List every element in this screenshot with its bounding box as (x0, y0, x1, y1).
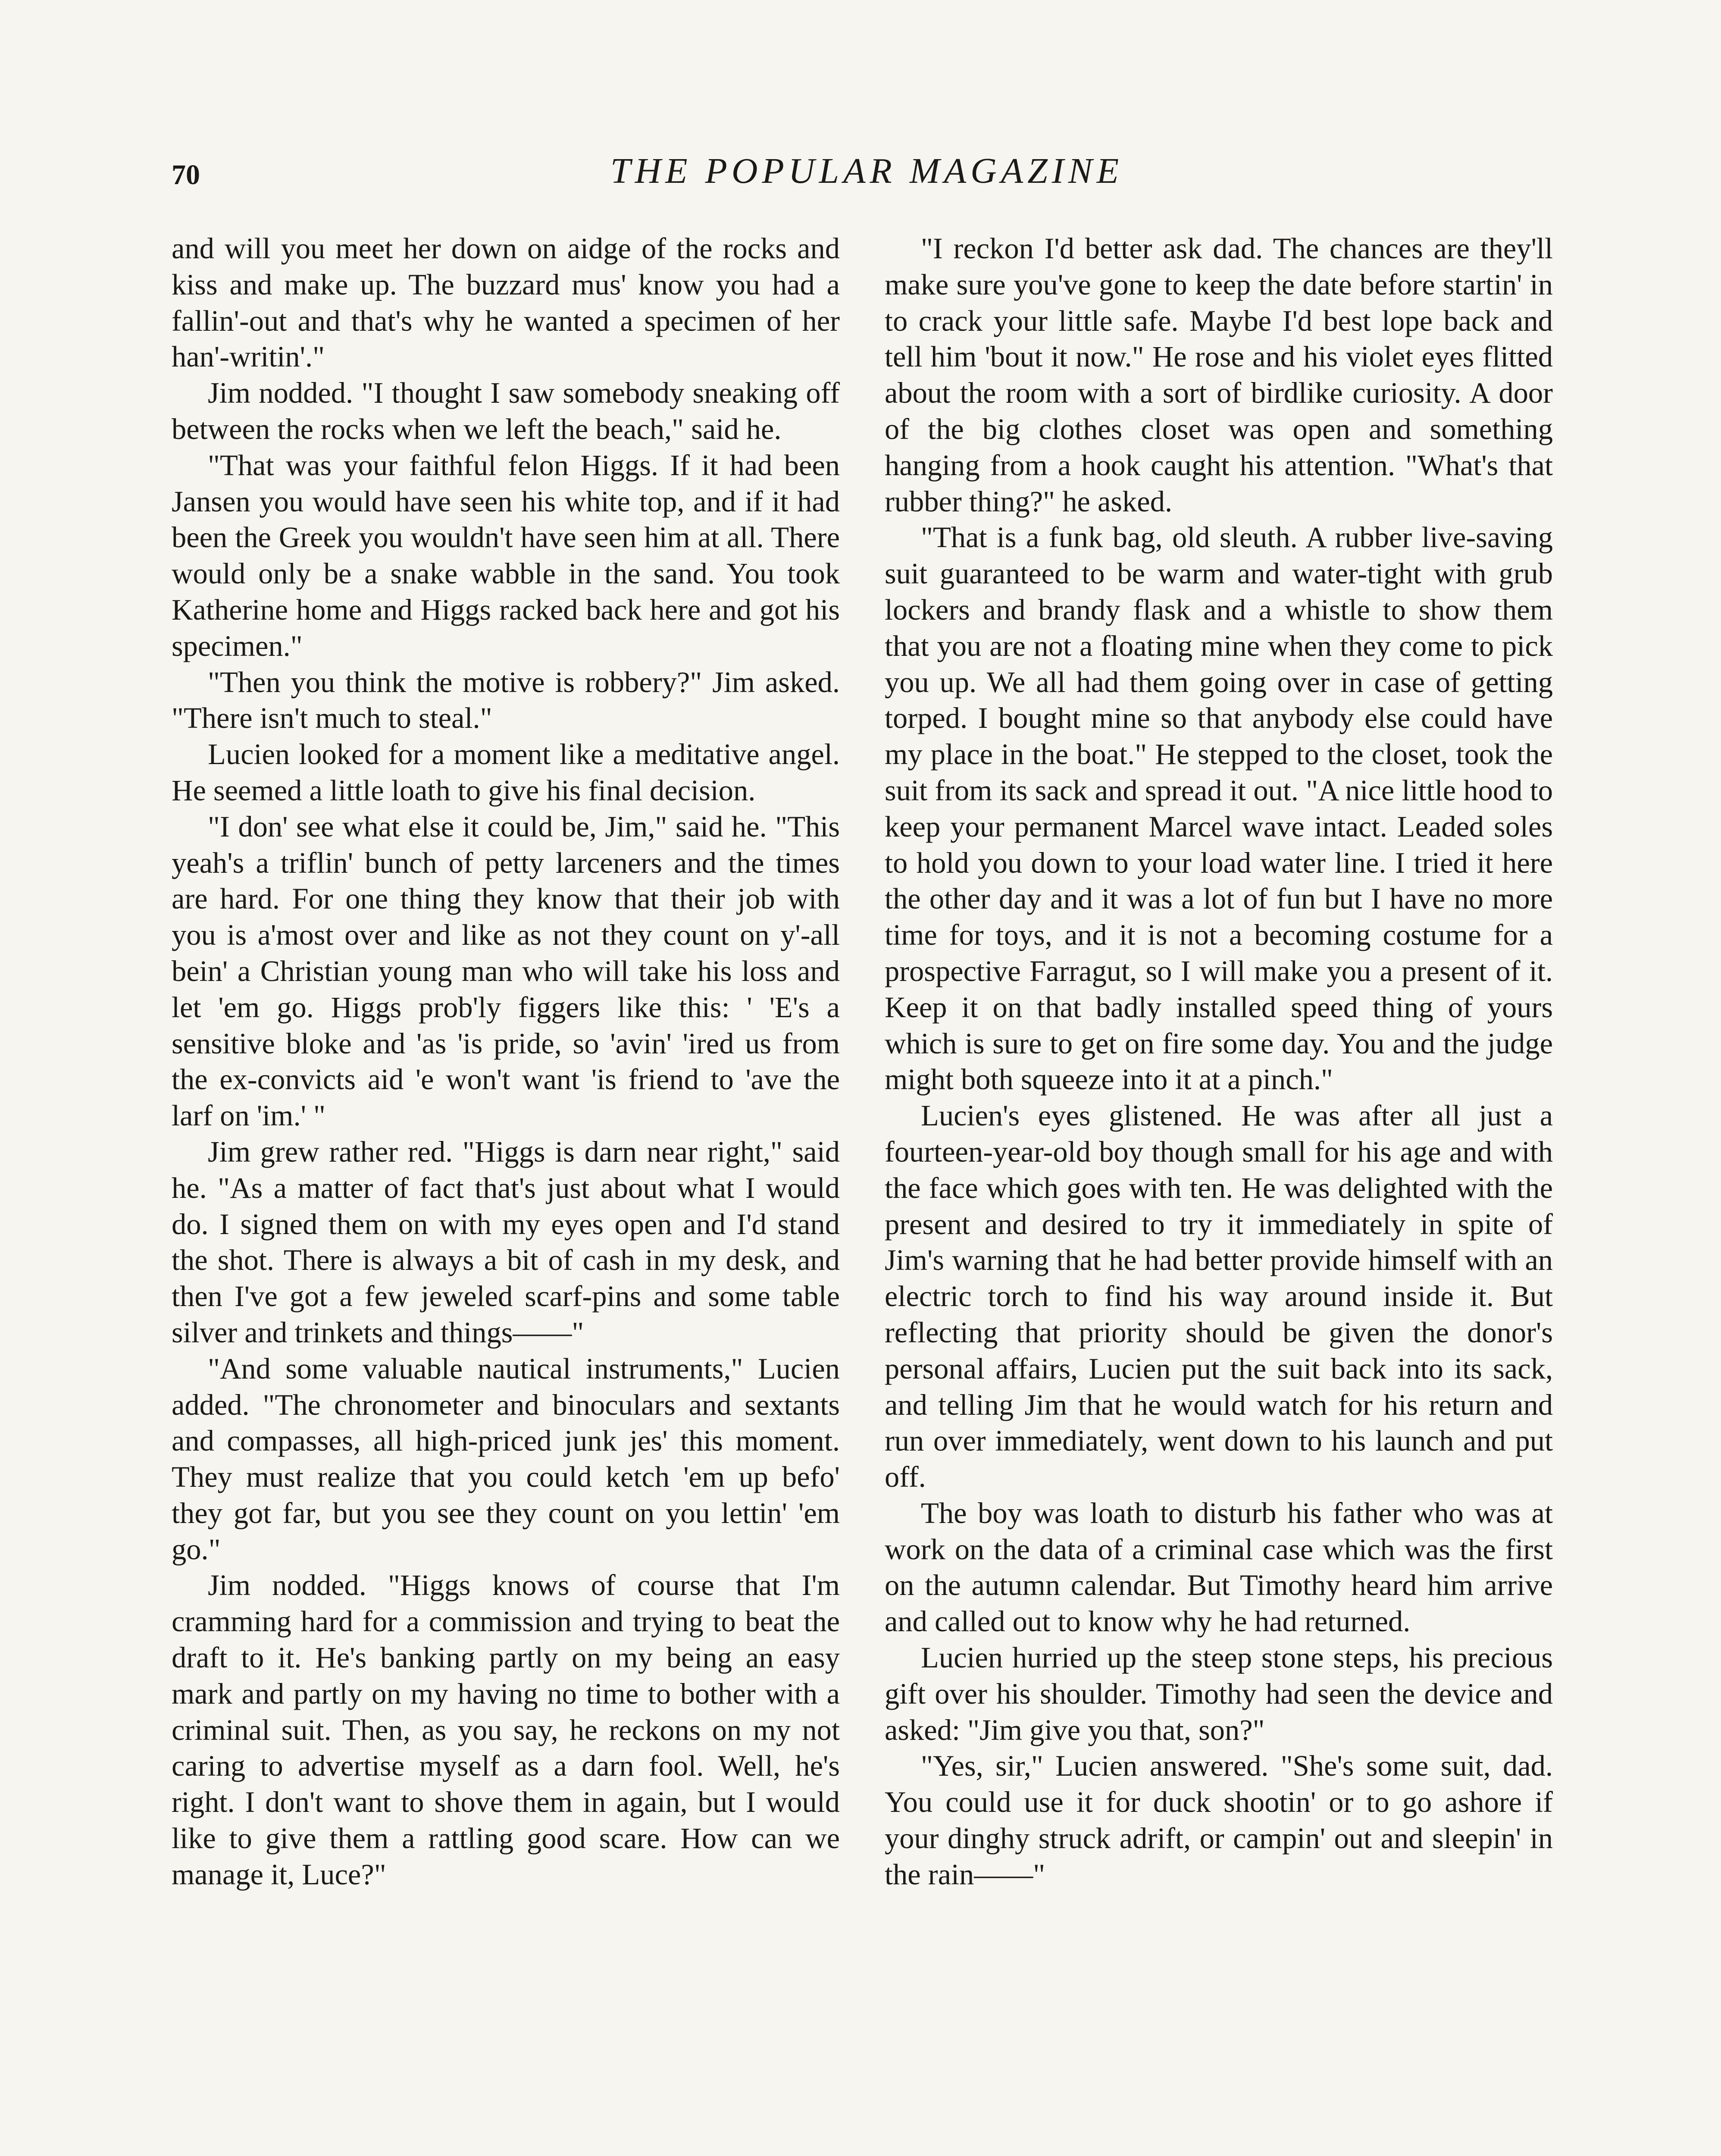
paragraph: The boy was loath to disturb his father who was at work on the data of a criminal case which was the first on the autumn calendar. But Timothy heard him arrive and called out to know why he had returned. (885, 1496, 1553, 1638)
paragraph: "And some valuable nautical instruments," Lucien added. "The chronometer and binoculars and sextants and compasses, all high-priced junk jes' this moment. They must realize that you could ketch 'em up befo' they got far, but you see they count on you lettin' 'em go." (172, 1352, 840, 1566)
paragraph: "That is a funk bag, old sleuth. A rubber live-saving suit guaranteed to be warm and water-tight with grub lockers and brandy flask and a whistle to show them that you are not a floating mine when they come to pick you up. We all had them going over in case of getting torped. I bought mine so that anybody else could have my place in the boat." He stepped to the closet, took the suit from its sack and spread it out. "A nice little hood to keep your permanent Marcel wave intact. Leaded soles to hold you down to your load water line. I tried it here the other day and it was a lot of fun but I have no more time for toys, and it is not a becoming costume for a prospective Farragut, so I will make you a present of it. Keep it on that badly installed speed thing of yours which is sure to get on fire some day. You and the judge might both squeeze into it at a pinch." (885, 521, 1553, 1096)
right-column (885, 231, 1553, 1893)
paragraph: "That was your faithful felon Higgs. If it had been Jansen you would have seen his white top, and if it had been the Greek you wouldn't have seen him at all. There would only be a snake wabble in the sand. You took Katherine home and Higgs racked back here and got his specimen." (172, 448, 840, 662)
paragraph: "Then you think the motive is robbery?" Jim asked. "There isn't much to steal." (172, 665, 840, 735)
page-number: 70 (172, 159, 200, 191)
paragraph: "Yes, sir," Lucien answered. "She's some suit, dad. You could use it for duck shootin' or to go ashore if your dinghy struck adrift, or campin' out and sleepin' in the rain——" (885, 1749, 1553, 1891)
paragraph: Jim nodded. "Higgs knows of course that I'm cramming hard for a commission and trying to beat the draft to it. He's banking partly on my being an easy mark and partly on my having no time to bother with a criminal suit. Then, as you say, he reckons on my not caring to advertise myself as a darn fool. Well, he's right. I don't want to shove them in again, but I would like to give them a rattling good scare. How can we manage it, Luce?" (172, 1569, 840, 1891)
paragraph: "I reckon I'd better ask dad. The chances are they'll make sure you've gone to keep the date before startin' in to crack your little safe. Maybe I'd best lope back and tell him 'bout it now." He rose and his violet eyes flitted about the room with a sort of birdlike curiosity. A door of the big clothes closet was open and something hanging from a hook caught his attention. "What's that rubber thing?" he asked. (885, 232, 1553, 518)
page-header (172, 150, 1562, 202)
paragraph: Jim nodded. "I thought I saw somebody sneaking off between the rocks when we left the beach," said he. (172, 376, 840, 445)
paragraph: Lucien's eyes glistened. He was after all just a fourteen-year-old boy though small for his age and with the face which goes with ten. He was delighted with the present and desired to try it immediately in spite of Jim's warning that he had better provide himself with an electric torch to find his way around inside it. But reflecting that priority should be given the donor's personal affairs, Lucien put the suit back into its sack, and telling Jim that he would watch for his return and run over immediately, went down to his launch and put off. (885, 1099, 1553, 1494)
left-column (172, 231, 840, 1893)
paragraph: "I don' see what else it could be, Jim," said he. "This yeah's a triflin' bunch of petty larceners and the times are hard. For one thing they know that their job with you is a'most over and like as not they count on y'-all bein' a Christian young man who will take his loss and let 'em go. Higgs prob'ly figgers like this: ' 'E's a sensitive bloke and 'as 'is pride, so 'avin' 'ired us from the ex-convicts aid 'e won't want 'is friend to 'ave the larf on 'im.' " (172, 810, 840, 1132)
paragraph: Lucien hurried up the steep stone steps, his precious gift over his shoulder. Timothy had seen the device and asked: "Jim give you that, son?" (885, 1641, 1553, 1746)
running-title: THE POPULAR MAGAZINE (610, 151, 1123, 191)
paragraph: Jim grew rather red. "Higgs is darn near right," said he. "As a matter of fact that's just about what I would do. I signed them on with my eyes open and I'd stand the shot. There is always a bit of cash in my desk, and then I've got a few jeweled scarf-pins and some table silver and trinkets and things——" (172, 1135, 840, 1349)
paragraph: Lucien looked for a moment like a meditative angel. He seemed a little loath to give his final decision. (172, 738, 840, 807)
paragraph: and will you meet her down on aidge of the rocks and kiss and make up. The buzzard mus' know you had a fallin'-out and that's why he wanted a specimen of her han'-writin'." (172, 232, 840, 373)
